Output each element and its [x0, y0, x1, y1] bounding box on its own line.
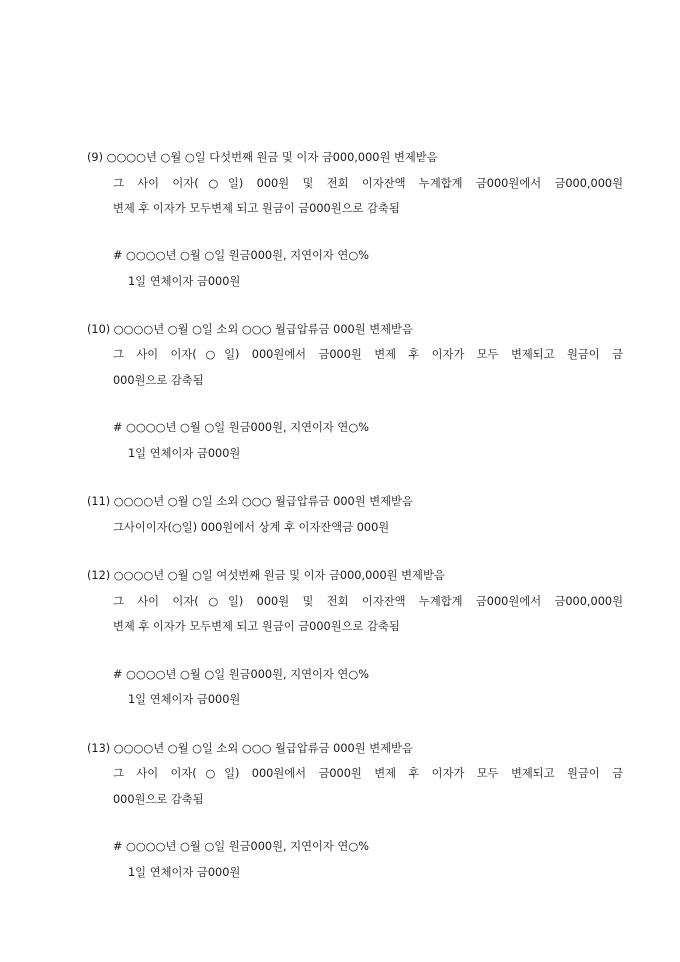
block-13-body-line-1: 그 사이 이자(○일) 000원에서 금000원 변제 후 이자가 모두 변제되고 원금이 금 [113, 767, 623, 780]
block-12-heading: (12) ○○○○년 ○월 ○일 여섯번째 원금 및 이자 금000,000원 변제받음 [87, 569, 445, 582]
block-9-heading: (9) ○○○○년 ○월 ○일 다섯번째 원금 및 이자 금000,000원 변제받음 [87, 151, 438, 164]
block-13-body-line-2: 000원으로 감축됨 [113, 793, 204, 806]
block-10-body-line-1: 그 사이 이자(○일) 000원에서 금000원 변제 후 이자가 모두 변제되고 원금이 금 [113, 348, 623, 361]
block-13-heading: (13) ○○○○년 ○월 ○일 소외 ○○○ 월급압류금 000원 변제받음 [87, 742, 413, 755]
block-10-heading: (10) ○○○○년 ○월 ○일 소외 ○○○ 월급압류금 000원 변제받음 [87, 323, 413, 336]
block-11-body-line-1: 그사이이자(○일) 000원에서 상계 후 이자잔액금 000원 [113, 521, 390, 534]
block-9-body-line-2: 변제 후 이자가 모두변제 되고 원금이 금000원으로 감축됨 [113, 202, 400, 215]
block-12-body-line-1: 그 사이 이자(○일) 000원 및 전회 이자잔액 누계합계 금000원에서 금000,000원 [113, 595, 623, 608]
block-10-note: # ○○○○년 ○월 ○일 원금000원, 지연이자 연○% [113, 421, 369, 434]
block-10-note-2: 1일 연체이자 금000원 [128, 447, 241, 460]
block-10-body-line-2: 000원으로 감축됨 [113, 374, 204, 387]
block-11-heading: (11) ○○○○년 ○월 ○일 소외 ○○○ 월급압류금 000원 변제받음 [87, 495, 413, 508]
block-12-note-2: 1일 연체이자 금000원 [128, 693, 241, 706]
block-12-note: # ○○○○년 ○월 ○일 원금000원, 지연이자 연○% [113, 668, 369, 681]
block-13-note: # ○○○○년 ○월 ○일 원금000원, 지연이자 연○% [113, 840, 369, 853]
block-12-body-line-2: 변제 후 이자가 모두변제 되고 원금이 금000원으로 감축됨 [113, 620, 400, 633]
block-9-body-line-1: 그 사이 이자(○일) 000원 및 전회 이자잔액 누계합계 금000원에서 금000,000원 [113, 177, 623, 190]
block-13-note-2: 1일 연체이자 금000원 [128, 866, 241, 879]
block-9-note: # ○○○○년 ○월 ○일 원금000원, 지연이자 연○% [113, 249, 369, 262]
block-9-note-2: 1일 연체이자 금000원 [128, 275, 241, 288]
